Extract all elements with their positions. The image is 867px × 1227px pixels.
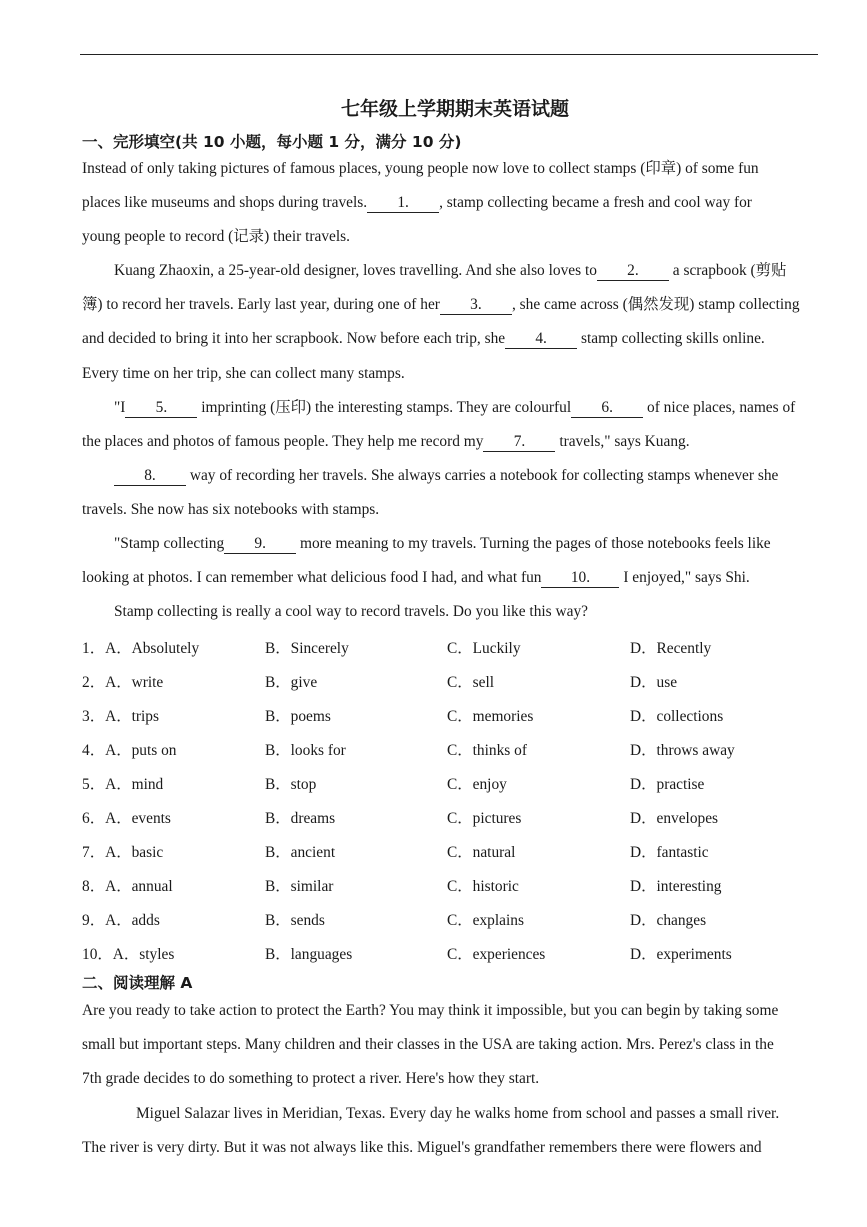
option-row-4 — [82, 738, 822, 772]
option-b[interactable]: B．stop — [265, 776, 317, 793]
blank-9[interactable]: 9. — [224, 535, 296, 554]
option-c[interactable]: C．historic — [447, 878, 519, 895]
option-d[interactable]: D．fantastic — [630, 844, 709, 861]
text-line — [82, 527, 818, 561]
cloze-paragraph-1 — [82, 152, 818, 255]
option-b[interactable]: B．looks for — [265, 742, 346, 759]
cloze-paragraph-4 — [82, 459, 818, 527]
text-segment: places like museums and shops during travels. — [82, 194, 368, 212]
option-a[interactable]: 5．A．mind — [82, 776, 164, 793]
header-rule — [80, 54, 818, 55]
option-b[interactable]: B．poems — [265, 708, 331, 725]
option-c[interactable]: C．sell — [447, 674, 495, 691]
text-segment: Kuang Zhaoxin, a 25-year-old designer, loves travelling. And she also loves to — [114, 262, 597, 279]
text-line — [82, 425, 818, 459]
text-line: Instead of only taking pictures of famous places, young people now love to collect stamps (印章) of some fun — [82, 160, 759, 177]
blank-10[interactable]: 10. — [541, 569, 619, 588]
text-line — [82, 459, 818, 493]
text-segment: stamp collecting skills online. — [580, 330, 765, 348]
text-segment: I enjoyed," says Shi. — [623, 569, 750, 587]
page-title: 七年级上学期期末英语试题 — [340, 98, 569, 120]
text-line: 7th grade decides to do something to protect a river. Here's how they start. — [82, 1070, 540, 1088]
text-segment: travels," says Kuang. — [559, 433, 690, 451]
text-segment: "I — [114, 399, 126, 416]
text-line: Stamp collecting is really a cool way to record travels. Do you like this way? — [114, 603, 588, 620]
text-segment: , she came across (偶然发现) stamp collecting — [511, 296, 800, 314]
text-segment: the places and photos of famous people. They help me record my — [82, 433, 484, 451]
option-d[interactable]: D．use — [630, 674, 678, 691]
option-c[interactable]: C．natural — [447, 844, 516, 861]
text-line: Are you ready to take action to protect the Earth? You may think it impossible, but you can begin by taking some — [82, 1002, 779, 1019]
option-a[interactable]: 4．A．puts on — [82, 742, 177, 759]
option-row-9 — [82, 908, 822, 942]
text-segment: of nice places, names of — [647, 399, 796, 416]
option-row-6 — [82, 806, 822, 840]
option-c[interactable]: C．thinks of — [447, 742, 527, 759]
option-b[interactable]: B．ancient — [265, 844, 336, 861]
option-row-1 — [82, 636, 822, 670]
text-segment: way of recording her travels. She always carries a notebook for collecting stamps whenever she — [189, 467, 779, 484]
option-a[interactable]: 1．A．Absolutely — [82, 640, 200, 657]
blank-6[interactable]: 6. — [571, 399, 643, 418]
option-a[interactable]: 6．A．events — [82, 810, 171, 827]
cloze-paragraph-2 — [82, 254, 818, 391]
option-d[interactable]: D．interesting — [630, 878, 722, 895]
option-b[interactable]: B．sends — [265, 912, 325, 929]
text-segment: and decided to bring it into her scrapbook. Now before each trip, she — [82, 330, 506, 348]
text-line — [82, 561, 818, 595]
blank-2[interactable]: 2. — [597, 262, 669, 281]
text-line: small but important steps. Many children and their classes in the USA are taking action. Mrs. Perez's class in the — [82, 1036, 774, 1054]
text-line: young people to record (记录) their travels. — [82, 228, 350, 246]
blank-1[interactable]: 1. — [367, 194, 439, 213]
option-d[interactable]: D．practise — [630, 776, 705, 793]
text-segment: imprinting (压印) the interesting stamps. They are colourful — [201, 399, 572, 416]
option-b[interactable]: B．similar — [265, 878, 334, 895]
text-segment: , stamp collecting became a fresh and cool way for — [439, 194, 752, 212]
text-line: The river is very dirty. But it was not always like this. Miguel's grandfather remembers there were flowers and — [82, 1138, 762, 1156]
option-a[interactable]: 9．A．adds — [82, 912, 160, 929]
option-d[interactable]: D．Recently — [630, 640, 712, 657]
text-segment: 簿) to record her travels. Early last year, during one of her — [82, 296, 440, 314]
text-line: Every time on her trip, she can collect many stamps. — [82, 364, 405, 382]
option-row-10 — [82, 942, 822, 976]
option-a[interactable]: 8．A．annual — [82, 878, 173, 895]
text-line — [82, 186, 818, 220]
option-a[interactable]: 10．A．styles — [82, 946, 175, 963]
option-row-5 — [82, 772, 822, 806]
option-c[interactable]: C．memories — [447, 708, 534, 725]
cloze-paragraph-6 — [82, 595, 818, 629]
option-a[interactable]: 2．A．write — [82, 674, 164, 691]
blank-7[interactable]: 7. — [483, 433, 555, 452]
option-row-7 — [82, 840, 822, 874]
cloze-paragraph-3 — [82, 391, 818, 459]
option-a[interactable]: 7．A．basic — [82, 844, 164, 861]
section-heading-reading: 二、阅读理解 A — [82, 974, 193, 992]
blank-8[interactable]: 8. — [114, 467, 186, 486]
text-line — [82, 288, 818, 322]
option-b[interactable]: B．dreams — [265, 810, 336, 827]
text-segment: "Stamp collecting — [114, 535, 225, 552]
option-d[interactable]: D．changes — [630, 912, 707, 929]
option-row-2 — [82, 670, 822, 704]
option-c[interactable]: C．pictures — [447, 810, 522, 827]
blank-3[interactable]: 3. — [440, 296, 512, 315]
reading-passage — [82, 994, 818, 1165]
option-b[interactable]: B．languages — [265, 946, 353, 963]
option-c[interactable]: C．experiences — [447, 946, 546, 963]
option-row-8 — [82, 874, 822, 908]
text-line: travels. She now has six notebooks with stamps. — [82, 501, 380, 519]
text-line — [82, 391, 818, 425]
option-c[interactable]: C．Luckily — [447, 640, 521, 657]
section-heading-cloze: 一、完形填空(共 10 小题，每小题 1 分，满分 10 分) — [82, 133, 462, 151]
blank-5[interactable]: 5. — [125, 399, 197, 418]
text-line — [82, 254, 818, 288]
cloze-paragraph-5 — [82, 527, 818, 595]
option-c[interactable]: C．explains — [447, 912, 524, 929]
text-line — [82, 322, 818, 356]
option-c[interactable]: C．enjoy — [447, 776, 507, 793]
option-d[interactable]: D．collections — [630, 708, 724, 725]
option-b[interactable]: B．Sincerely — [265, 640, 349, 657]
option-d[interactable]: D．throws away — [630, 742, 735, 759]
text-segment: looking at photos. I can remember what delicious food I had, and what fun — [82, 569, 542, 587]
text-line: Miguel Salazar lives in Meridian, Texas. Every day he walks home from school and passes a small river. — [136, 1104, 780, 1122]
text-segment: a scrapbook (剪贴 — [672, 262, 787, 279]
option-b[interactable]: B．give — [265, 674, 318, 691]
option-d[interactable]: D．experiments — [630, 946, 732, 963]
blank-4[interactable]: 4. — [505, 330, 577, 349]
option-d[interactable]: D．envelopes — [630, 810, 719, 827]
text-segment: more meaning to my travels. Turning the pages of those notebooks feels like — [300, 535, 771, 552]
option-a[interactable]: 3．A．trips — [82, 708, 159, 725]
option-row-3 — [82, 704, 822, 738]
